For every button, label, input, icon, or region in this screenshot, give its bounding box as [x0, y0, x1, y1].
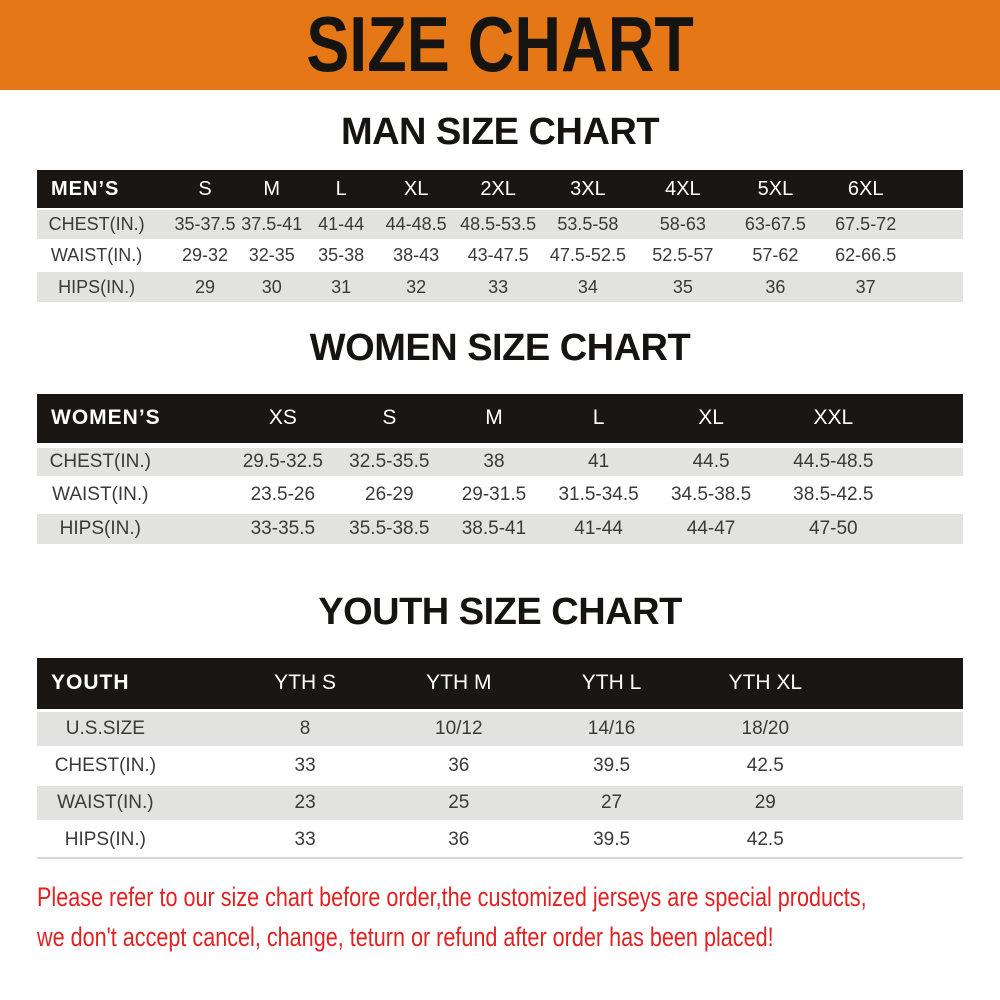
row-label: WAIST(IN.): [50, 245, 143, 265]
size-value-cell: 39.5: [593, 754, 631, 776]
row-label: U.S.SIZE: [65, 717, 145, 739]
spacer-cell: [843, 747, 963, 784]
size-column-header: 6XL: [847, 177, 884, 200]
size-column-header: XL: [403, 177, 429, 200]
size-column-header: YTH M: [426, 671, 492, 695]
size-column-header: S: [382, 406, 397, 430]
size-value-cell: 33: [294, 828, 316, 850]
size-value-cell: 48.5-53.5: [460, 214, 537, 234]
men-table-title: MEN’S: [51, 177, 120, 200]
size-value-cell: 63-67.5: [744, 214, 806, 234]
size-value-cell: 53.5-58: [557, 214, 619, 234]
size-column-header: L: [592, 406, 605, 430]
spacer-cell: [896, 511, 963, 544]
spacer-cell: [843, 821, 963, 858]
size-value-cell: 44-48.5: [385, 214, 447, 234]
size-value-cell: 32: [406, 276, 427, 297]
size-column-header: 5XL: [757, 177, 794, 200]
youth-size-table: [37, 658, 963, 859]
size-value-cell: 32-35: [248, 245, 295, 265]
size-column-header: XS: [268, 406, 297, 430]
row-label: CHEST(IN.): [54, 754, 157, 776]
row-label: HIPS(IN.): [59, 517, 141, 539]
women-table-header-row: [37, 394, 963, 445]
table-row: [37, 821, 963, 858]
size-value-cell: 44-47: [686, 517, 736, 539]
size-value-cell: 38-43: [393, 245, 440, 265]
size-value-cell: 30: [261, 276, 282, 297]
size-column-header: L: [335, 177, 347, 200]
size-value-cell: 67.5-72: [835, 214, 897, 234]
table-row: [37, 240, 963, 271]
size-value-cell: 37.5-41: [241, 214, 303, 234]
women-size-table: [37, 394, 963, 544]
size-value-cell: 32.5-35.5: [349, 450, 430, 472]
size-value-cell: 44.5-48.5: [793, 450, 874, 472]
size-column-header: M: [485, 406, 503, 430]
size-value-cell: 42.5: [746, 828, 784, 850]
size-value-cell: 35.5-38.5: [349, 517, 430, 539]
row-label: HIPS(IN.): [64, 828, 147, 850]
size-value-cell: 47-50: [809, 517, 858, 539]
size-value-cell: 29: [195, 276, 216, 297]
size-value-cell: 37: [855, 276, 876, 297]
spacer-cell: [911, 170, 963, 209]
spacer-cell: [896, 445, 963, 478]
disclaimer-text: [37, 877, 963, 957]
banner-title: SIZE CHART: [306, 0, 694, 89]
spacer-cell: [896, 478, 963, 511]
size-value-cell: 39.5: [593, 828, 631, 850]
spacer-cell: [843, 784, 963, 821]
size-value-cell: 33: [488, 276, 509, 297]
size-value-cell: 27: [600, 791, 623, 813]
size-column-header: 4XL: [665, 177, 701, 200]
size-column-header: 2XL: [480, 177, 516, 200]
youth-table-title: YOUTH: [51, 671, 130, 695]
row-label: WAIST(IN.): [57, 791, 154, 813]
size-column-header: 3XL: [570, 177, 606, 200]
size-value-cell: 29-31.5: [461, 483, 527, 505]
size-column-header: XL: [698, 406, 724, 430]
row-label: CHEST(IN.): [49, 450, 151, 472]
size-value-cell: 57-62: [752, 245, 799, 265]
spacer-cell: [911, 271, 963, 302]
size-value-cell: 38.5-41: [461, 517, 527, 539]
women-size-chart-heading: WOMEN SIZE CHART: [309, 327, 691, 369]
size-value-cell: 31: [331, 276, 352, 297]
size-value-cell: 34.5-38.5: [670, 483, 752, 505]
man-size-chart-heading: MAN SIZE CHART: [340, 111, 660, 153]
size-column-header: XXL: [813, 406, 854, 430]
size-value-cell: 36: [765, 276, 786, 297]
men-table-header-row: [37, 170, 963, 209]
size-value-cell: 14/16: [587, 717, 636, 739]
spacer-cell: [896, 394, 963, 445]
size-value-cell: 8: [299, 717, 311, 739]
size-column-header: M: [263, 177, 281, 200]
size-value-cell: 36: [448, 828, 470, 850]
size-column-header: S: [198, 177, 212, 200]
size-column-header: YTH XL: [728, 671, 803, 695]
row-label: WAIST(IN.): [52, 483, 149, 505]
size-value-cell: 18/20: [741, 717, 790, 739]
size-value-cell: 41-44: [574, 517, 623, 539]
size-value-cell: 47.5-52.5: [549, 245, 626, 265]
size-value-cell: 41: [588, 450, 610, 472]
spacer-cell: [843, 710, 963, 747]
table-row: [37, 209, 963, 240]
table-row: [37, 511, 963, 544]
spacer-cell: [843, 658, 963, 710]
size-value-cell: 29.5-32.5: [242, 450, 323, 472]
table-row: [37, 478, 963, 511]
spacer-cell: [911, 209, 963, 240]
size-value-cell: 42.5: [746, 754, 784, 776]
size-value-cell: 29-32: [182, 245, 229, 265]
size-value-cell: 38: [483, 450, 505, 472]
table-row: [37, 445, 963, 478]
spacer-cell: [911, 240, 963, 271]
row-label: CHEST(IN.): [48, 214, 145, 234]
size-value-cell: 34: [577, 276, 598, 297]
size-value-cell: 52.5-57: [652, 245, 714, 265]
table-row: [37, 784, 963, 821]
size-value-cell: 35: [672, 276, 693, 297]
table-row: [37, 710, 963, 747]
size-value-cell: 44.5: [692, 450, 730, 472]
size-value-cell: 29: [754, 791, 776, 813]
size-value-cell: 36: [448, 754, 470, 776]
disclaimer-line-1: Please refer to our size chart before order,the customized jerseys are special products,: [37, 882, 867, 912]
row-label: HIPS(IN.): [58, 276, 136, 297]
size-value-cell: 38.5-42.5: [793, 483, 874, 505]
size-column-header: YTH L: [581, 671, 642, 695]
size-value-cell: 33-35.5: [250, 517, 316, 539]
size-value-cell: 62-66.5: [835, 245, 897, 265]
size-value-cell: 33: [294, 754, 316, 776]
size-value-cell: 35-38: [318, 245, 365, 265]
size-value-cell: 26-29: [365, 483, 414, 505]
size-value-cell: 23: [294, 791, 316, 813]
table-row: [37, 747, 963, 784]
size-value-cell: 58-63: [659, 214, 706, 234]
table-row: [37, 271, 963, 302]
size-value-cell: 31.5-34.5: [558, 483, 639, 505]
size-chart-banner: [0, 0, 1000, 90]
men-size-table: [37, 170, 963, 302]
women-table-title: WOMEN’S: [51, 406, 161, 430]
size-value-cell: 43-47.5: [467, 245, 529, 265]
disclaimer-line-2: we don't accept cancel, change, teturn or refund after order has been placed!: [37, 922, 774, 952]
size-column-header: YTH S: [274, 671, 336, 695]
size-value-cell: 25: [448, 791, 470, 813]
size-value-cell: 35-37.5: [174, 214, 236, 234]
youth-table-header-row: [37, 658, 963, 710]
size-value-cell: 10/12: [435, 717, 483, 739]
youth-size-chart-heading: YOUTH SIZE CHART: [318, 591, 682, 633]
size-value-cell: 41-44: [318, 214, 365, 234]
size-value-cell: 23.5-26: [250, 483, 316, 505]
